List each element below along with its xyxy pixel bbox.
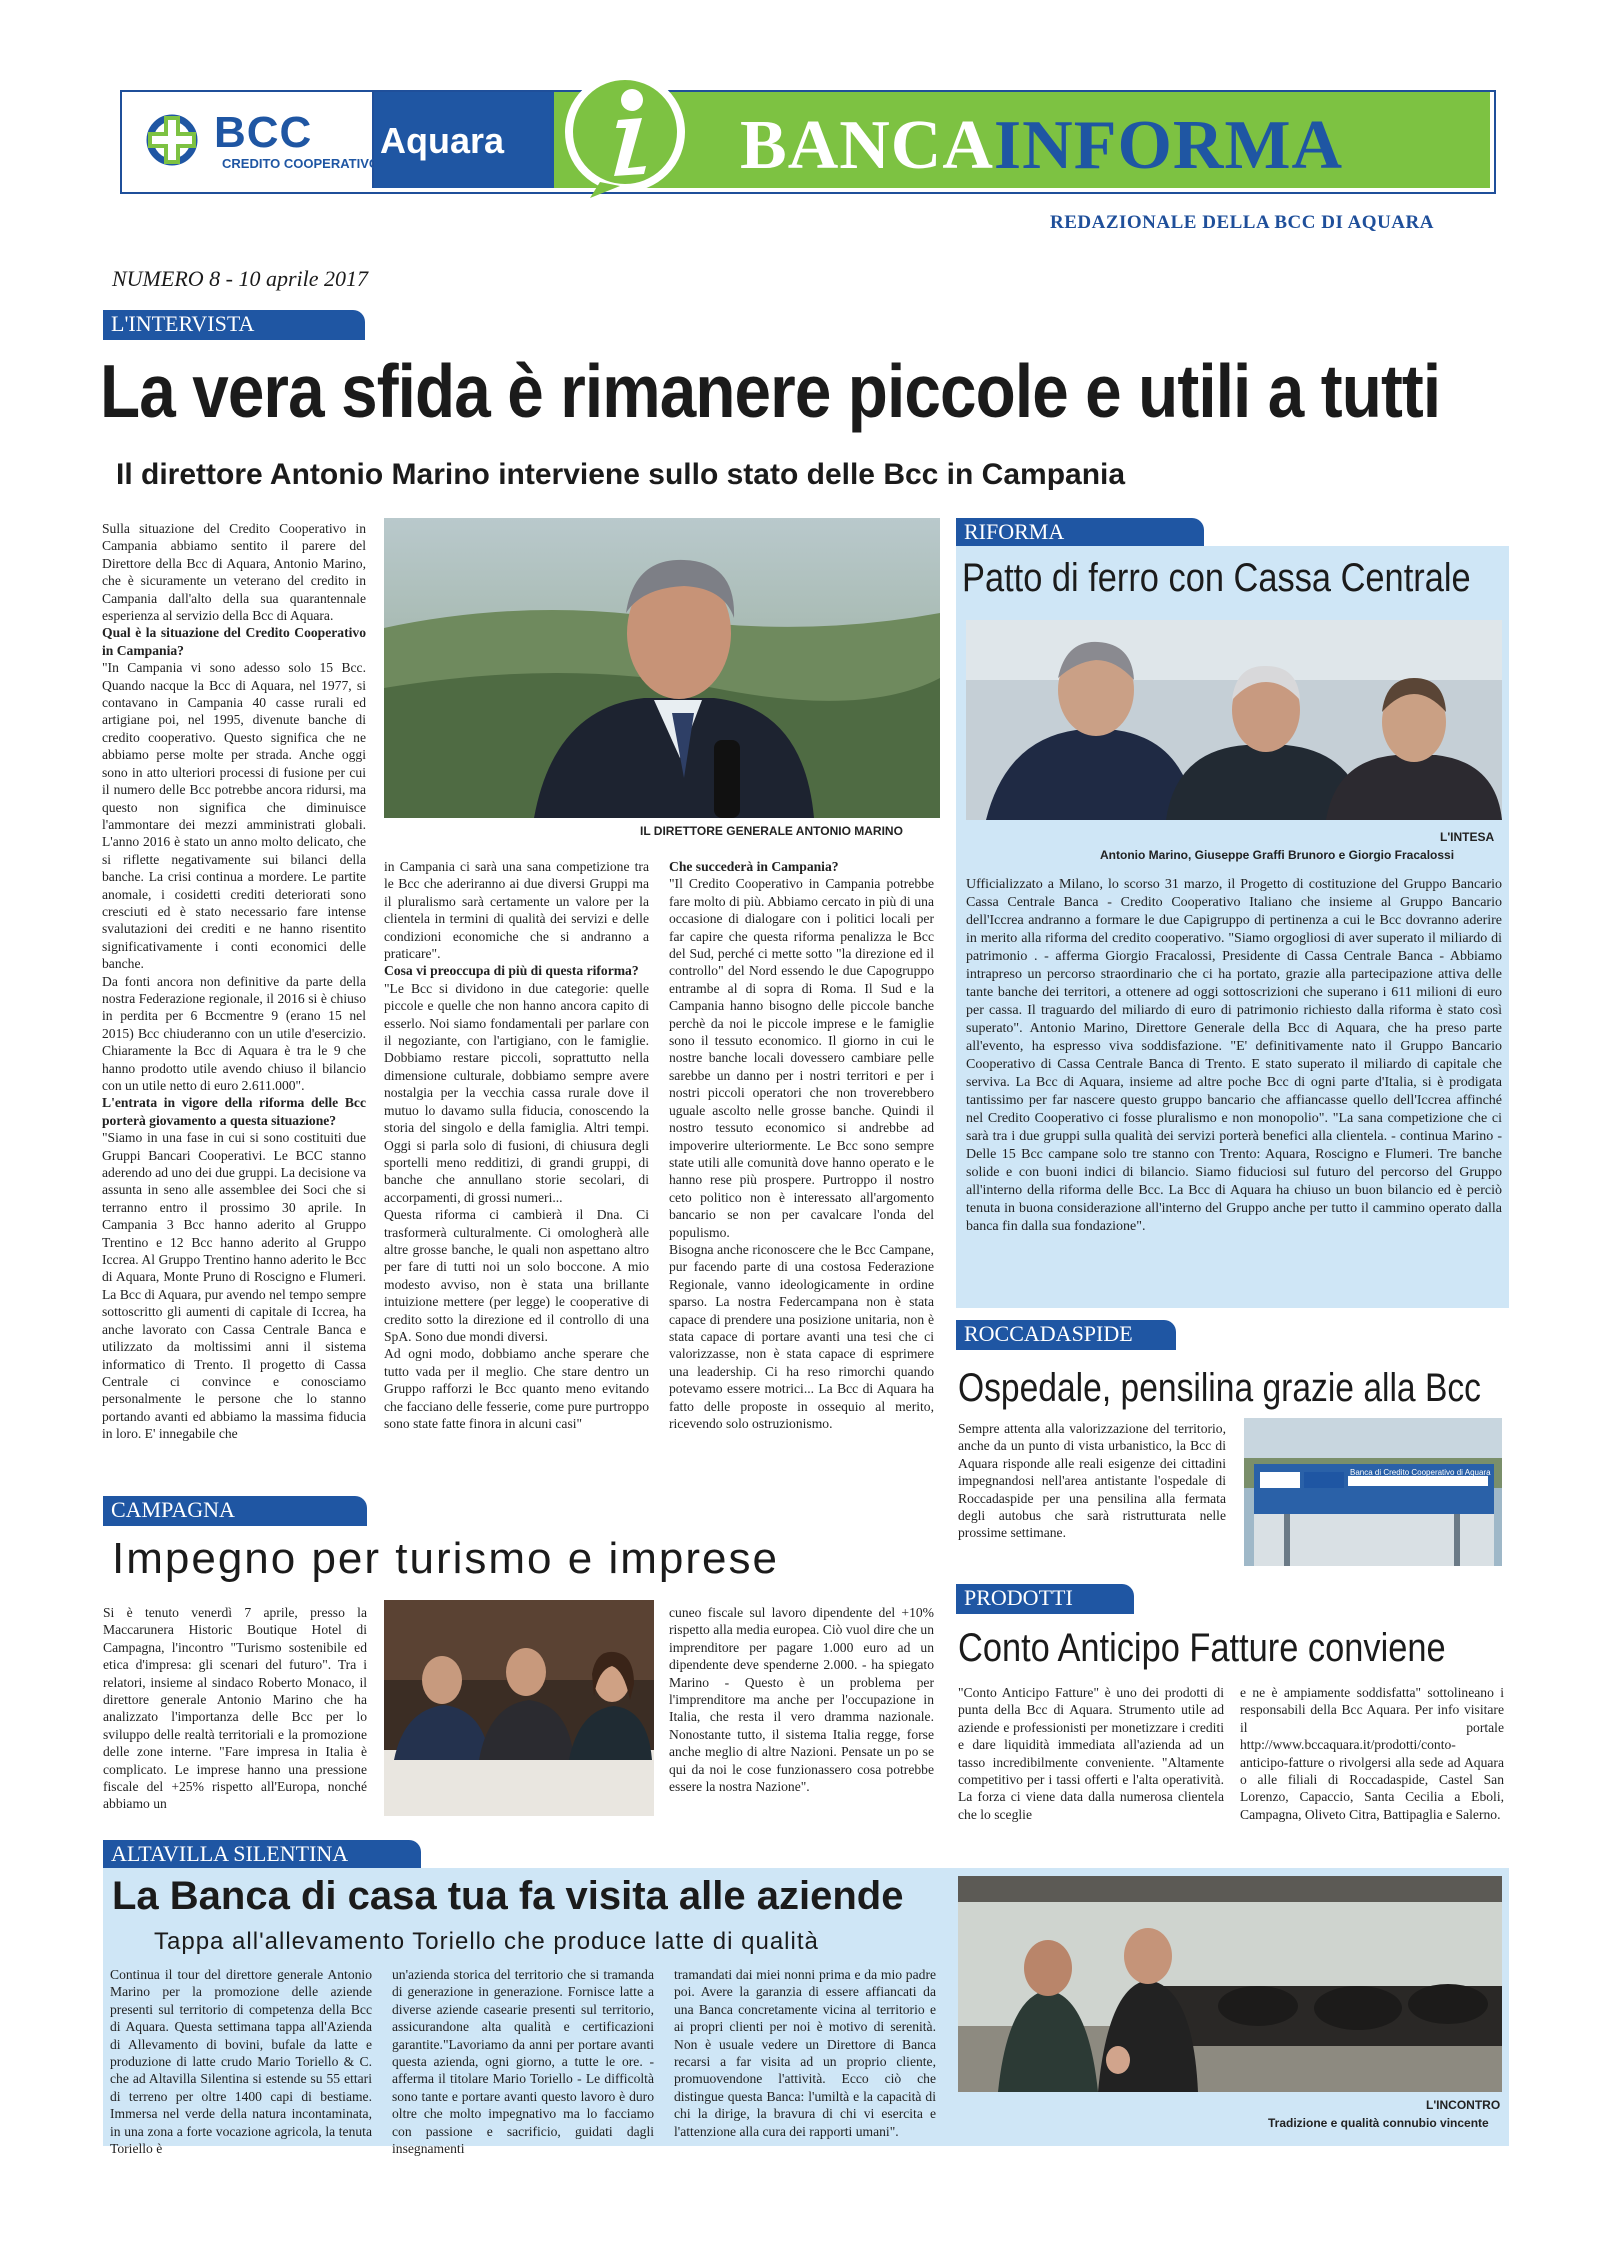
aquara-label: Aquara <box>380 120 505 161</box>
section-tag-altavilla: ALTAVILLA SILENTINA <box>103 1840 421 1868</box>
headline-intervista: La vera sfida è rimanere piccole e utili a tutti <box>100 349 1441 433</box>
intervista-column-3: Che succederà in Campania? "Il Credito Cooperativo in Campania potrebbe fare molto di più. Abbiamo cercato in più di una occasione di dialogare con i politici locali per far capire che questa riforma penalizza le Bcc del Sud, perché ci mette sotto "la direzione ed il controllo" del Nord essendo le due Capogruppo entrambe al di sopra di Roma. Il Sud e la Campania hanno bisogno delle piccole banche perchè da noi le piccole imprese e le famiglie sono il tessuto economico. Il giorno in cui le nostre banche locali dovessero cambiare pelle sarebbe un danno per i nostri territori e per i nostri piccoli operatori che non troverebbero uguale ascolto nelle grosse banche. Quindi il nostro tessuto economico si andrebbe ad impoverire ulteriormente. Le Bcc sono sempre state utili alle comunità dove hanno operato e le hanno rese più prospere. Purtroppo il nostro ceto politico non è interessato all'argomento bancario se non per cavalcare l'onda del populismo. Bisogna anche riconoscere che le Bcc Campane, pur facendo parte di una costosa Federazione Regionale, vanno ideologicamente in ordine sparso. La nostra Federcampana non è stata capace di prendere una posizione unitaria, non è stata capace di portare avanti una tesi che ci valorizzasse, non è stata capace di esprimere una leadership. Ci ha reso rimorchi quando potevamo essere motrici... La Bcc di Aquara ha fatto delle proposte in ossequio al merito, ricevendo solo ostruzionismo. <box>669 859 934 1431</box>
altavilla-column-3: tramandati dai miei nonni prima e da mio padre poi. Avere la garanzia di essere affiancati da una Banca concretamente vicina al territorio e ai propri clienti per noi è motivo di serenità. Non è usuale vedere un Direttore di Banca recarsi a far visita ad un proprio cliente, promuovendone l'attività. Ecco ciò che distingue questa Banca: l'umiltà e la capacità di chi la dirige, la bravura di chi vi esercita e l'attenzione alla cura dei rapporti umani". <box>674 1967 936 2139</box>
divider <box>956 1612 1134 1614</box>
caption-altavilla-title: L'INCONTRO <box>1426 2098 1501 2112</box>
caption-altavilla: Tradizione e qualità connubio vincente <box>1268 2116 1489 2130</box>
prodotti-column-2: e ne è ampiamente soddisfatta" sottolineano i responsabili della Bcc Aquara. Per info visitare il portale http://www.bccaquara.it/prodotti/conto-anticipo-fatture o rivolgersi alla sede ad Aquara o alle filiali di Roccadaspide, Castel San Lorenzo, Capaccio, Santa Cecilia a Eboli, Campagna, Oliveto Citra, Battipaglia e Salerno. <box>1240 1685 1504 1822</box>
intervista-column-2: in Campania ci sarà una sana competizione tra le Bcc che aderiranno ai due diversi Gruppi ma il pluralismo sarà certamente un valore per la clientela in termini di qualità dei servizi e delle condizioni economiche che si andranno a praticare". Cosa vi preoccupa di più di questa riforma? "Le Bcc si dividono in due categorie: quelle piccole e quelle che non hanno ancora capito di esserlo. Noi siamo fondamentali per parlare con il negoziante, con l'artigiano, con le famiglie. Dobbiamo restare piccoli, soprattutto nella dimensione culturale, dobbiamo sempre avere nostalgia per la vecchia cassa rurale dove il mutuo lo davamo sulla fiducia, conoscendo la storia del singolo e della famiglia. Altri tempi. Oggi si parla solo di fusioni, di chiusura degli sportelli meno redditizi, di grandi gruppi, di banche che annullano storie secolari, di accorpamenti, di grossi numeri... Questa riforma ci cambierà il Dna. Ci trasformerà culturalmente. Ci omologherà alle altre grosse banche, le quali non aspettano altro per fare di tutti noi un solo boccone. A mio modesto avviso, non è stata una brillante intuizione mettere (per legge) le cooperative di credito sotto la direzione ed il controllo di una SpA. Sono due mondi diversi. Ad ogni modo, dobbiamo anche sperare che tutto vada per il meglio. Che stare dentro un Gruppo rafforzi le Bcc quanto meno evitando che facciano delle fesserie, come pure purtroppo sono state fatte finora in alcuni casi" <box>384 859 649 1431</box>
headline-prodotti: Conto Anticipo Fatture conviene <box>958 1626 1446 1670</box>
divider <box>103 338 365 340</box>
info-i-icon <box>560 70 690 200</box>
divider <box>103 1524 367 1526</box>
headline-roccadaspide: Ospedale, pensilina grazie alla Bcc <box>958 1366 1481 1410</box>
altavilla-column-2: un'azienda storica del territorio che si tramanda di generazione in generazione. Fornisce latte a diverse aziende casearie presenti sul territorio, assicurandone alta qualità e certificazioni garantite."Lavoriamo da anni per portare avanti questa azienda, ogni giorno, a tutte le ore. - afferma il titolare Mario Toriello - Le difficoltà sono tante e portare avanti questo lavoro è duro oltre che molto impegnativo ma lo facciamo con passione e sacrificio, guidati dagli insegnamenti <box>392 1967 654 2157</box>
section-tag-roccadaspide: ROCCADASPIDE <box>956 1320 1176 1348</box>
caption-riforma: Antonio Marino, Giuseppe Graffi Brunoro e Giorgio Fracalossi <box>1100 848 1455 862</box>
bcc-logo-subtitle: CREDITO COOPERATIVO <box>222 156 379 171</box>
prodotti-column-1: "Conto Anticipo Fatture" è uno dei prodotti di punta della Bcc di Aquara. Strumento utile ad aziende e professionisti per monetizzare i crediti e dare liquidità immediata all'azienda ad un tasso incredibilmente conveniente. "Altamente competitivo per i tassi offerti e l'alta operatività. La forza ci viene data dalla numerosa clientela che lo sceglie <box>958 1685 1224 1822</box>
subhead-intervista: Il direttore Antonio Marino interviene sullo stato delle Bcc in Campania <box>116 458 1126 491</box>
photo-director <box>384 518 940 818</box>
section-tag-prodotti: PRODOTTI <box>956 1584 1134 1612</box>
photo-roccadaspide <box>1244 1418 1502 1566</box>
bcc-logo-icon <box>146 114 208 166</box>
headline-altavilla: La Banca di casa tua fa visita alle aziende <box>112 1874 904 1918</box>
section-tag-intervista: L'INTERVISTA <box>103 310 365 338</box>
section-tag-campagna: CAMPAGNA <box>103 1496 367 1524</box>
headline-riforma: Patto di ferro con Cassa Centrale <box>962 556 1471 600</box>
campagna-column-2: cuneo fiscale sul lavoro dipendente del +10% rispetto alla media europea. Ciò vuol dire che un imprenditore per pagare 1.000 euro ad un dipendente deve spenderne 2.000. - ha spiegato Marino - Questo è un problema per l'imprenditore ma anche per l'occupazione in Italia, che resta il vero dramma nazionale. Nonostante tutto, il sistema Italia regge, forse anche meglio di altre Nazioni. Pensate un po se qui da noi le cose funzionassero cosa potrebbe essere la nostra Nazione". <box>669 1605 934 1795</box>
photo-campagna <box>384 1600 654 1816</box>
subhead-altavilla: Tappa all'allevamento Toriello che produce latte di qualità <box>154 1928 819 1955</box>
bank-sign-text: Banca di Credito Cooperativo di Aquara <box>1350 1468 1491 1477</box>
divider <box>956 1348 1176 1350</box>
intervista-column-1: Sulla situazione del Credito Cooperativo in Campania abbiamo sentito il parere del Direttore della Bcc di Aquara, Antonio Marino, che è sicuramente un veterano del credito in Campania dall'alto della sua quarantennale esperienza al servizio della Bcc di Aquara. Qual è la situazione del Credito Cooperativo in Campania? "In Campania vi sono adesso solo 15 Bcc. Quando nacque la Bcc di Aquara, nel 1977, si contavano in Campania 40 casse rurali ed artigiane poi, nel 1995, divenute banche di credito cooperativo. Questo significa che ne abbiamo perse molte per strada. Anche oggi sono in atto ulteriori processi di fusione per cui il numero delle Bcc potrebbe ancora ridursi, ma questo non significa che diminuisce l'ammontare dei mezzi amministrati globali. L'anno 2016 è stato un anno molto delicato, che si riflette negativamente sui bilanci della banche. La crisi continua a mordere. Le partite anomale, i cosidetti crediti deteriorati sono cresciuti ed è stato necessario fare intense svalutazioni dei crediti e ne hanno risentito significativamente i conti economici delle banche. Da fonti ancora non definitive da parte della nostra Federazione regionale, il 2016 si è chiuso in perdita per 6 Bccmentre 9 (erano 15 nel 2015) Bcc chiuderanno con un utile d'esercizio. Chiaramente la Bcc di Aquara è tra le 9 che hanno prodotto utile avendo chiuso il bilancio con un utile netto di euro 2.611.000". L'entrata in vigore della riforma delle Bcc porterà giovamento a questa situazione? "Siamo in una fase in cui si sono costituiti due Gruppi Bancari Cooperativi. Le BCC stanno aderendo ad uno dei due gruppi. La decisione va assunta in seno alle assemblee dei Soci che si terranno entro il prossimo 30 aprile. In Campania 3 Bcc hanno aderito al Gruppo Trentino e 12 Bcc hanno aderito al Gruppo Iccrea. Al Gruppo Trentino hanno aderito le Bcc di Aquara, Monte Pruno di Roscigno e Flumeri. La Bcc di Aquara, pur avendo nel tempo sempre sottoscritto gli aumenti di capitale di Iccrea, ha anche lavorato con Cassa Centrale Banca e utilizzato da moltissimi anni il sistema informatico di Trento. Il progetto di Cassa Centrale ci convince e conosciamo personalmente le persone che lo stanno portando avanti ed abbiamo la massima fiducia in loro. E' innegabile che <box>102 521 366 1442</box>
caption-riforma-title: L'INTESA <box>1440 830 1495 844</box>
photo-altavilla <box>958 1876 1502 2092</box>
section-tag-riforma: RIFORMA <box>956 518 1204 546</box>
headline-campagna: Impegno per turismo e imprese <box>112 1534 779 1583</box>
issue-number: NUMERO 8 - 10 aprile 2017 <box>112 266 369 291</box>
photo-caption-director: IL DIRETTORE GENERALE ANTONIO MARINO <box>640 824 903 838</box>
altavilla-column-1: Continua il tour del direttore generale Antonio Marino per la promozione delle aziende presenti sul territorio di competenza della Bcc di Aquara. Questa settimana tappa all'Azienda di Allevamento di bovini, bufale da latte e produzione di latte crudo Mario Toriello & C. che ad Altavilla Silentina si estende su 55 ettari di terreno per oltre 1400 capi di bestiame. Immersa nel verde della natura incontaminata, in una zona a forte vocazione agricola, la tenuta Toriello è <box>110 1967 372 2157</box>
photo-riforma <box>966 620 1502 820</box>
roccadaspide-body: Sempre attenta alla valorizzazione del territorio, anche da un punto di vista urbanistico, la Bcc di Aquara risponde alle reali esigenze dei cittadini impegnandosi nell'area antistante l'ospedale di Roccadaspide per una pensilina alla fermata degli autobus che sarà ristrutturata nelle prossime settimane. <box>958 1421 1226 1541</box>
masthead-title: BANCAINFORMA <box>740 107 1344 184</box>
bcc-logo-text: BCC <box>214 108 313 157</box>
campagna-column-1: Si è tenuto venerdì 7 aprile, presso la Maccarunera Historic Boutique Hotel di Campagna, l'incontro "Turismo sostenibile ed etica d'impresa: gli scenari del futuro". Tra i relatori, insieme al sindaco Roberto Monaco, il direttore generale Antonio Marino che ha analizzato l'importanza delle Bcc per lo sviluppo delle realtà territoriali e la promozione delle zone interne. "Fare impresa in Italia è complicato. Le imprese hanno una pressione fiscale del +25% rispetto all'Europa, nonché abbiamo un <box>103 1605 367 1812</box>
riforma-body: Ufficializzato a Milano, lo scorso 31 marzo, il Progetto di costituzione del Gruppo Bancario Cassa Centrale Banca - Credito Cooperativo Italiano che insieme al Gruppo Bancario dell'Iccrea andranno a formare le due Capigruppo di pertinenza a cui le Bcc dovranno aderire in merito alla riforma del credito cooperativo. "Siamo orgogliosi di aver superato il miliardo di patrimonio . - afferma Giorgio Fracalossi, Presidente di Cassa Centrale Banca - Abbiamo intrapreso un percorso straordinario che ci ha portato, grazie alla partecipazione attiva delle tante banche dei territori, a ottenere ad oggi sottoscrizioni che superano i 611 milioni di euro per cassa. Il traguardo del miliardo di euro di patrimonio richiesto dalla riforma è stato così superato". Antonio Marino, Direttore Generale della Bcc di Aquara, che ha preso parte all'evento, ha espresso viva soddisfazione. "E' definitivamente nato il Gruppo Bancario Cooperativo di Cassa Centrale Banca di Trento. E stato superato il miliardo di capitale che serviva. La Bcc di Aquara, insieme ad altre poche Bcc di ogni parte d'Italia, si è prodigata tantissimo per far nascere questo gruppo bancario che affiancasse quello dell'Iccrea affinché nel Credito Cooperativo ci fosse pluralismo e non monopolio". "La sana competizione che ci sarà tra i due gruppi sulla qualità dei servizi porterà benefici alla clientela. - continua Marino - Delle 15 Bcc campane solo tre stanno con Trento: Aquara, Roscigno e Flumeri. Tre banche solide e con buoni indici di bilancio. Siamo fiduciosi sul futuro del percorso del Gruppo all'interno della riforma delle Bcc. La Bcc di Aquara ha chiuso un buon bilancio ed è perciò tenuta in buona considerazione all'interno del Gruppo anche per tutto il cammino operato dalla banca fin dalla sua fondazione". <box>966 877 1502 1234</box>
masthead-redazionale: REDAZIONALE DELLA BCC DI AQUARA <box>1050 212 1434 233</box>
